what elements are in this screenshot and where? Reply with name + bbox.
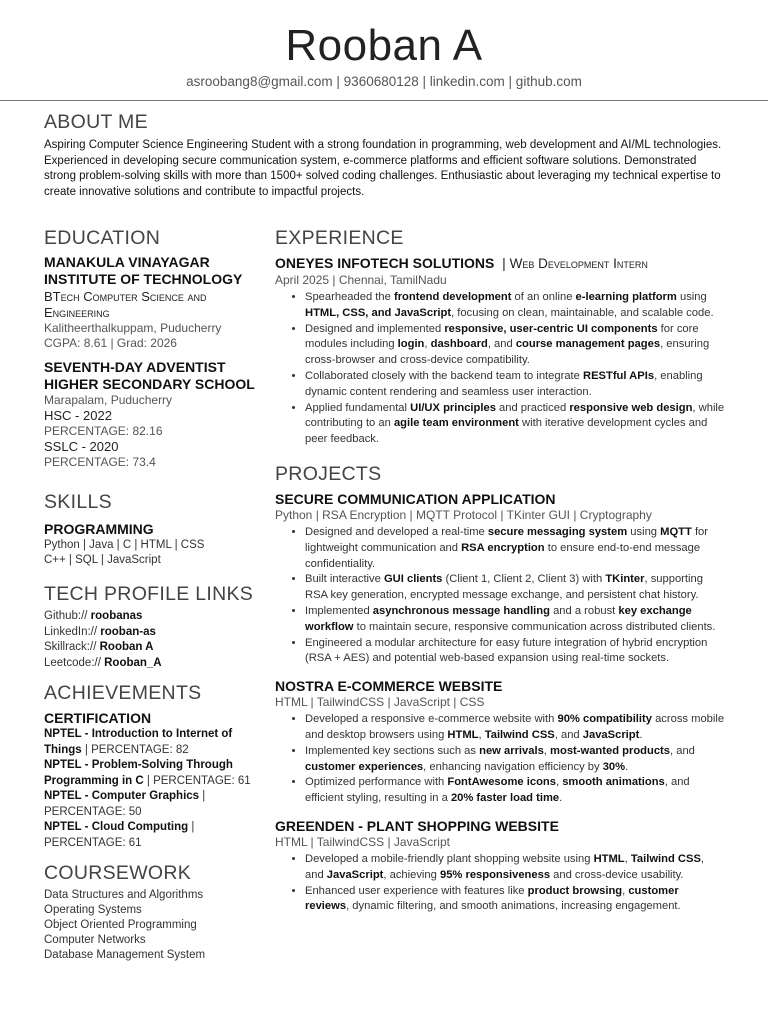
project-name: GREENDEN - PLANT SHOPPING WEBSITE [275,817,559,834]
skills-line: C++ | SQL | JavaScript [44,554,161,566]
right-column [275,226,725,915]
project-bullets [275,712,725,807]
bullet-item: • Developed a mobile-friendly plant shopping website using HTML, Tailwind CSS, and JavaScript, achieving 95% responsiveness and cross-device usability. [305,852,725,884]
bullet-item: • Designed and implemented responsive, user-centric UI components for core modules including login, dashboard, and course management pages, ensuring cross-browser and cross-device compatibility. [305,322,725,369]
projects-title: PROJECTS [275,462,382,485]
bullet-item: • Collaborated closely with the backend team to integrate RESTful APIs, enabling dynamic content rendering and seamless user interaction. [305,369,725,401]
project-tech: HTML | TailwindCSS | JavaScript | CSS [275,695,485,710]
job-heading [275,254,725,273]
link-leetcode[interactable]: Leetcode:// Rooban_A [44,656,162,669]
links-title: TECH PROFILE LINKS [44,583,254,605]
education-location: Kalitheerthalkuppam, Puducherry [44,321,222,335]
hsc-percentage: PERCENTAGE: 82.16 [44,424,163,438]
project-entry [275,677,725,807]
link-linkedin[interactable]: LinkedIn:// rooban-as [44,625,156,638]
certification-item: NPTEL - Problem-Solving Through Programming in C | PERCENTAGE: 61 [44,759,251,787]
bullet-item: • Designed and developed a real-time secure messaging system using MQTT for lightweight communication and RSA encryption to ensure end-to-end message confidentiality. [305,525,725,572]
header-divider [0,100,768,101]
bullet-item: • Implemented asynchronous message handling and a robust key exchange workflow to maintain secure, responsive communication across distributed clients. [305,604,725,636]
hsc-label: HSC - 2022 [44,408,112,423]
sslc-label: SSLC - 2020 [44,439,119,454]
project-bullets [275,852,725,915]
education-org: SEVENTH-DAY ADVENTIST HIGHER SECONDARY SCHOOL [44,359,255,392]
education-entry [44,254,266,351]
about-section [44,110,724,200]
bullet-item: • Implemented key sections such as new arrivals, most-wanted products, and customer experiences, enhancing navigation efficiency by 30%. [305,744,725,776]
bullet-item: • Optimized performance with FontAwesome icons, smooth animations, and efficient styling, resulting in a 20% faster load time. [305,775,725,807]
sslc-percentage: PERCENTAGE: 73.4 [44,455,156,469]
company-name: ONEYES INFOTECH SOLUTIONS [275,255,495,271]
education-org: MANAKULA VINAYAGAR INSTITUTE OF TECHNOLOGY [44,254,243,287]
certification-item: NPTEL - Computer Graphics | PERCENTAGE: 50 [44,790,206,818]
bullet-item: • Applied fundamental UI/UX principles and practiced responsive web design, while contributing to an agile team environment with iterative development cycles and peer feedback. [305,401,725,448]
achievements-subtitle: CERTIFICATION [44,710,152,726]
coursework-title: COURSEWORK [44,862,192,884]
resume-header [0,0,768,89]
job-meta: April 2025 | Chennai, TamilNadu [275,273,447,287]
skills-line: Python | Java | C | HTML | CSS [44,539,205,551]
coursework-item: Computer Networks [44,934,146,946]
bullet-item: • Built interactive GUI clients (Client 1, Client 2, Client 3) with TKinter, supporting RSA key generation, encrypted message exchange, and persistent chat history. [305,572,725,604]
about-title: ABOUT ME [44,111,148,133]
coursework-item: Object Oriented Programming [44,919,197,931]
link-skillrack[interactable]: Skillrack:// Rooban A [44,641,154,653]
left-column [44,226,266,963]
links-list [44,609,266,671]
coursework-list [44,888,266,963]
contact-line: asroobang8@gmail.com | 9360680128 | linkedin.com | github.com [186,74,582,89]
experience-bullets [275,290,725,448]
project-tech: Python | RSA Encryption | MQTT Protocol | TKinter GUI | Cryptography [275,507,652,522]
education-title: EDUCATION [44,227,161,249]
education-grade: CGPA: 8.61 | Grad: 2026 [44,336,177,350]
bullet-item: • Enhanced user experience with features like product browsing, customer reviews, dynamic filtering, and smooth animations, increasing engagement. [305,884,725,916]
project-name: SECURE COMMUNICATION APPLICATION [275,490,556,507]
coursework-item: Data Structures and Algorithms [44,889,204,901]
job-role: Web Development Intern [509,256,648,271]
education-entry [44,359,266,470]
link-github[interactable]: Github:// roobanas [44,610,143,622]
skills-subtitle: PROGRAMMING [44,521,154,537]
role-separator: | [502,255,506,271]
bullet-item: • Developed a responsive e-commerce website with 90% compatibility across mobile and desktop browsers using HTML, Tailwind CSS, and JavaScript. [305,712,725,744]
bullet-item: • Engineered a modular architecture for easy future integration of hybrid encryption (RSA + AES) and potential web-based expansion using real-time sockets. [305,636,725,668]
coursework-item: Operating Systems [44,904,142,916]
about-text: Aspiring Computer Science Engineering Student with a strong foundation in programming, web development and AI/ML technologies. Experienced in developing secure communication system, e-commerce platforms and efficient software solutions. Demonstrated strong problem-solving skills with more than 1500+ solved coding challenges. Enthusiastic about leveraging my technical expertise to create innovative solutions and contribute to impactful projects. [44,139,722,198]
certification-item: NPTEL - Cloud Computing | PERCENTAGE: 61 [44,821,195,849]
education-degree: BTech Computer Science and Engineering [44,289,207,320]
project-entry [275,490,725,667]
project-name: NOSTRA E-COMMERCE WEBSITE [275,678,503,695]
experience-title: EXPERIENCE [275,227,404,249]
education-location: Marapalam, Puducherry [44,393,173,407]
certification-list [44,727,266,851]
achievements-title: ACHIEVEMENTS [44,682,202,704]
bullet-item: • Spearheaded the frontend development of an online e-learning platform using HTML, CSS, and JavaScript, focusing on clean, maintainable, and scalable code. [305,290,725,322]
skills-title: SKILLS [44,491,112,513]
coursework-item: Database Management System [44,949,206,961]
candidate-name: Rooban A [285,21,483,70]
project-entry [275,817,725,915]
certification-item: NPTEL - Introduction to Internet of Things | PERCENTAGE: 82 [44,728,233,756]
project-tech: HTML | TailwindCSS | JavaScript [275,834,450,849]
project-bullets [275,525,725,667]
